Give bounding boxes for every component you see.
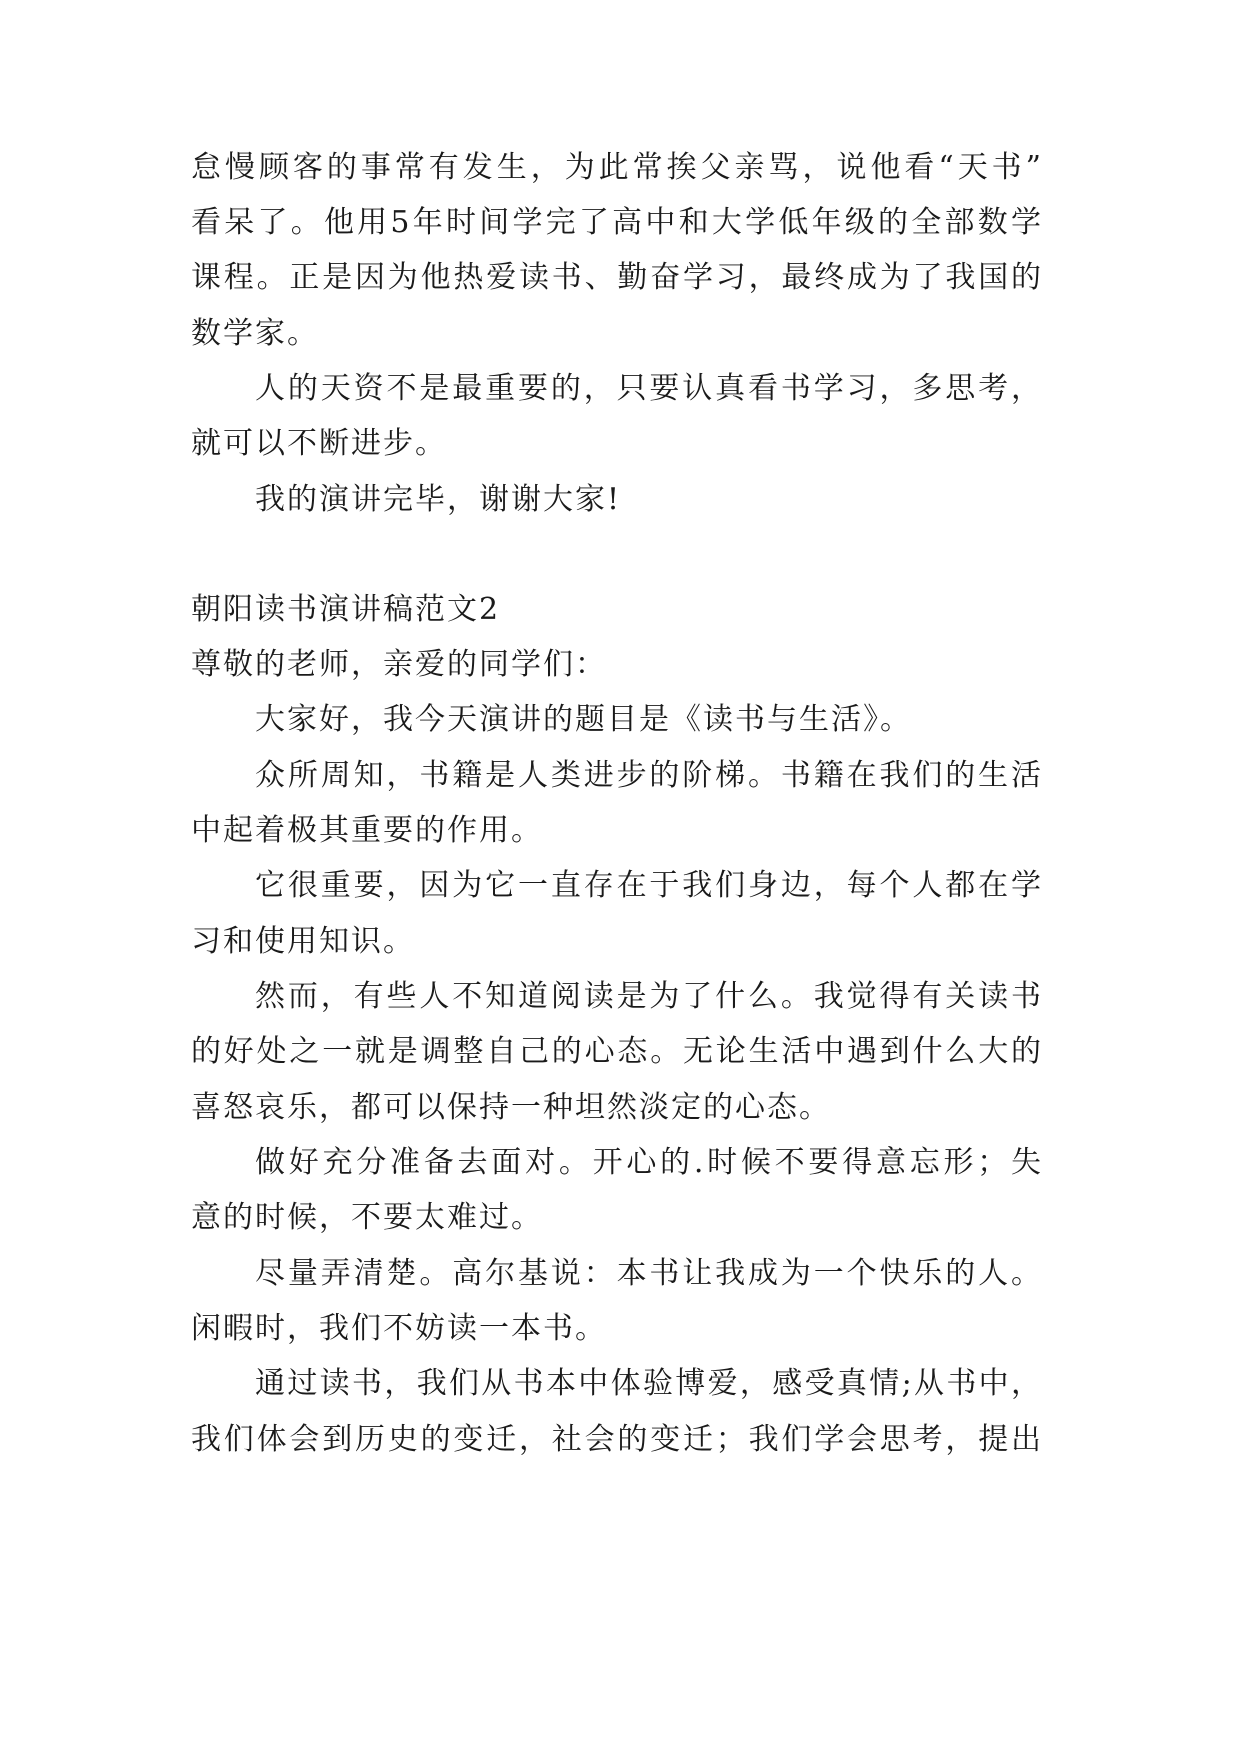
text-line: 做好充分准备去面对。开心的.时候不要得意忘形；失 [255, 1145, 1041, 1180]
text-line: 众所周知，书籍是人类进步的阶梯。书籍在我们的生活 [255, 758, 1041, 793]
section-heading: 朝阳读书演讲稿范文2 [191, 592, 501, 627]
text-line: 通过读书，我们从书本中体验博爱，感受真情;从书中， [255, 1366, 1041, 1401]
text-line: 我们体会到历史的变迁，社会的变迁；我们学会思考，提出 [191, 1422, 1041, 1457]
text-line: 尽量弄清楚。高尔基说：本书让我成为一个快乐的人。 [255, 1256, 1041, 1291]
text-line: 大家好，我今天演讲的题目是《读书与生活》。 [255, 702, 912, 737]
text-line: 喜怒哀乐，都可以保持一种坦然淡定的心态。 [191, 1090, 831, 1125]
text-line: 数学家。 [191, 316, 319, 351]
text-line: 就可以不断进步。 [191, 426, 447, 461]
text-line: 意的时候，不要太难过。 [191, 1200, 543, 1235]
text-line: 习和使用知识。 [191, 924, 415, 959]
text-line: 然而，有些人不知道阅读是为了什么。我觉得有关读书 [255, 979, 1041, 1014]
text-line: 闲暇时，我们不妨读一本书。 [191, 1311, 607, 1346]
text-line: 我的演讲完毕，谢谢大家! [255, 482, 622, 517]
text-line: 看呆了。他用5年时间学完了高中和大学低年级的全部数学 [191, 205, 1041, 240]
text-line: 它很重要，因为它一直存在于我们身边，每个人都在学 [255, 868, 1041, 903]
salutation: 尊敬的老师，亲爱的同学们： [191, 647, 607, 682]
text-line: 怠慢顾客的事常有发生，为此常挨父亲骂，说他看“天书” [191, 150, 1041, 185]
text-line: 中起着极其重要的作用。 [191, 813, 543, 848]
text-line: 的好处之一就是调整自己的心态。无论生活中遇到什么大的 [191, 1034, 1041, 1069]
text-line: 课程。正是因为他热爱读书、勤奋学习，最终成为了我国的 [191, 260, 1041, 295]
text-line: 人的天资不是最重要的，只要认真看书学习，多思考， [255, 371, 1041, 406]
